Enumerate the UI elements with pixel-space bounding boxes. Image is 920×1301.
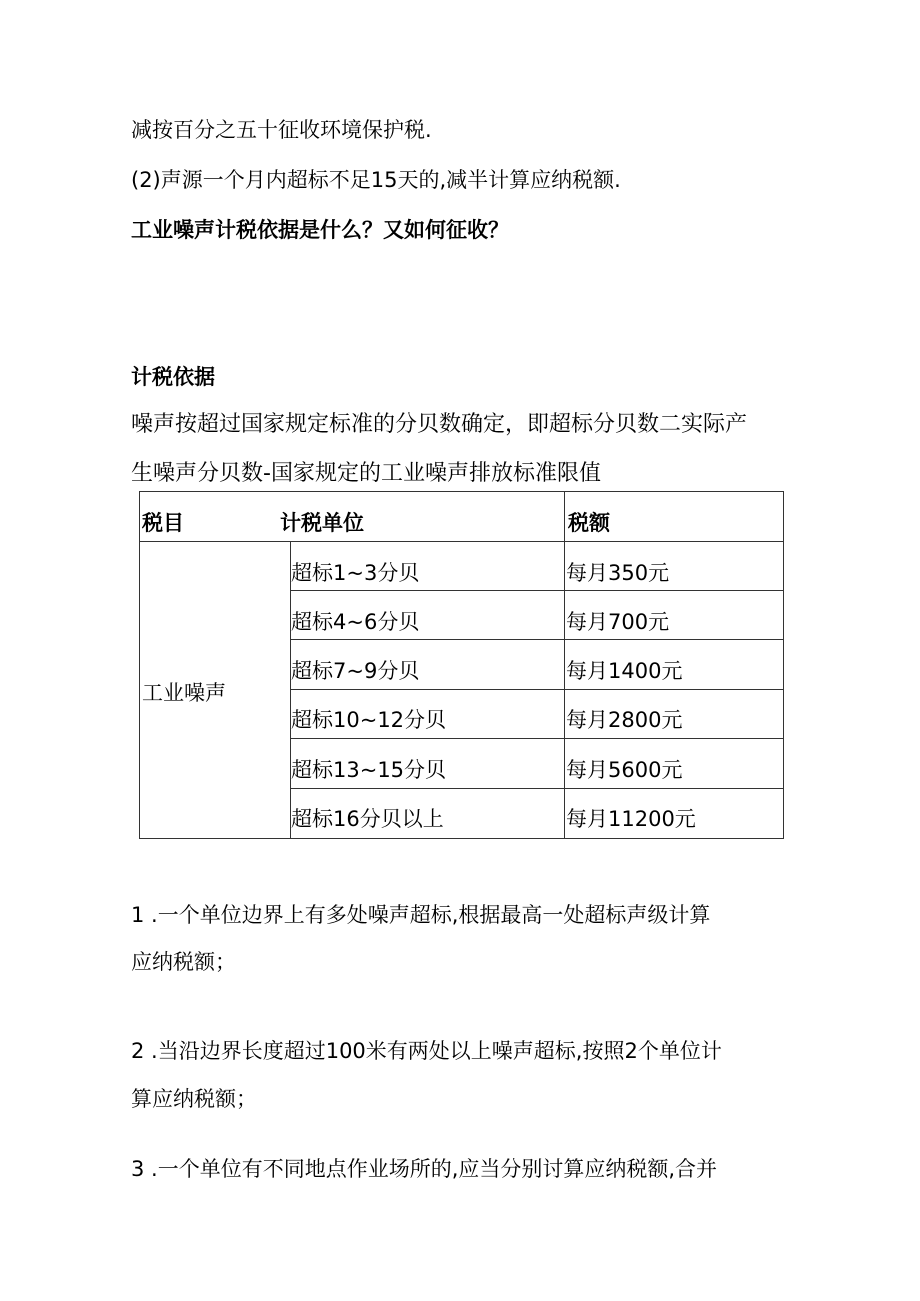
table-cell-amount: 每月700元 (566, 610, 670, 634)
table-cell-unit: 超标1~3分贝 (291, 561, 420, 585)
note-1-line-2: 应纳税额； (131, 950, 236, 974)
table-divider (290, 788, 783, 789)
table-cell-amount: 每月11200元 (566, 807, 696, 831)
section-question-heading: 工业噪声计税依据是什么？又如何征收？ (131, 218, 509, 242)
tax-basis-heading: 计税依据 (131, 365, 215, 389)
table-header-tax-amount: 税额 (568, 511, 610, 535)
table-cell-amount: 每月2800元 (566, 708, 683, 732)
table-divider (290, 639, 783, 640)
intro-line-1: 减按百分之五十征收环境保护税. (131, 118, 432, 142)
table-cell-amount: 每月350元 (566, 561, 670, 585)
tax-basis-paragraph-line-2: 生噪声分贝数-国家规定的工业噪声排放标准限值 (131, 461, 601, 486)
table-header-tax-unit: 计税单位 (280, 511, 364, 535)
table-cell-unit: 超标4~6分贝 (291, 610, 420, 634)
table-divider (564, 492, 565, 838)
table-divider (290, 738, 783, 739)
intro-line-2: (2)声源一个月内超标不足15天的,减半计算应纳税额. (131, 168, 621, 192)
table-divider (290, 689, 783, 690)
table-cell-amount: 每月5600元 (566, 758, 683, 782)
table-divider (290, 590, 783, 591)
note-2-line-2: 算应纳税额； (131, 1087, 257, 1111)
note-2-line-1: 2 .当沿边界长度超过100米有两处以上噪声超标,按照2个单位计 (131, 1039, 722, 1063)
note-3-line-1: 3 .一个单位有不同地点作业场所的,应当分别讨算应纳税额,合并 (131, 1157, 718, 1181)
table-header-tax-item: 税目 (142, 511, 184, 535)
tax-basis-paragraph-line-1: 噪声按超过国家规定标准的分贝数确定，即超标分贝数二实际产 (131, 412, 748, 437)
table-cell-unit: 超标7~9分贝 (291, 659, 420, 683)
table-cell-amount: 每月1400元 (566, 659, 683, 683)
table-cell-unit: 超标16分贝以上 (291, 807, 444, 831)
noise-tax-table (139, 491, 784, 839)
table-cell-unit: 超标10~12分贝 (291, 708, 447, 732)
table-cell-unit: 超标13~15分贝 (291, 758, 447, 782)
table-category-cell: 工业噪声 (142, 681, 226, 705)
note-1-line-1: 1 .一个单位边界上有多处噪声超标,根据最高一处超标声级计算 (131, 903, 711, 927)
table-divider (140, 541, 783, 542)
